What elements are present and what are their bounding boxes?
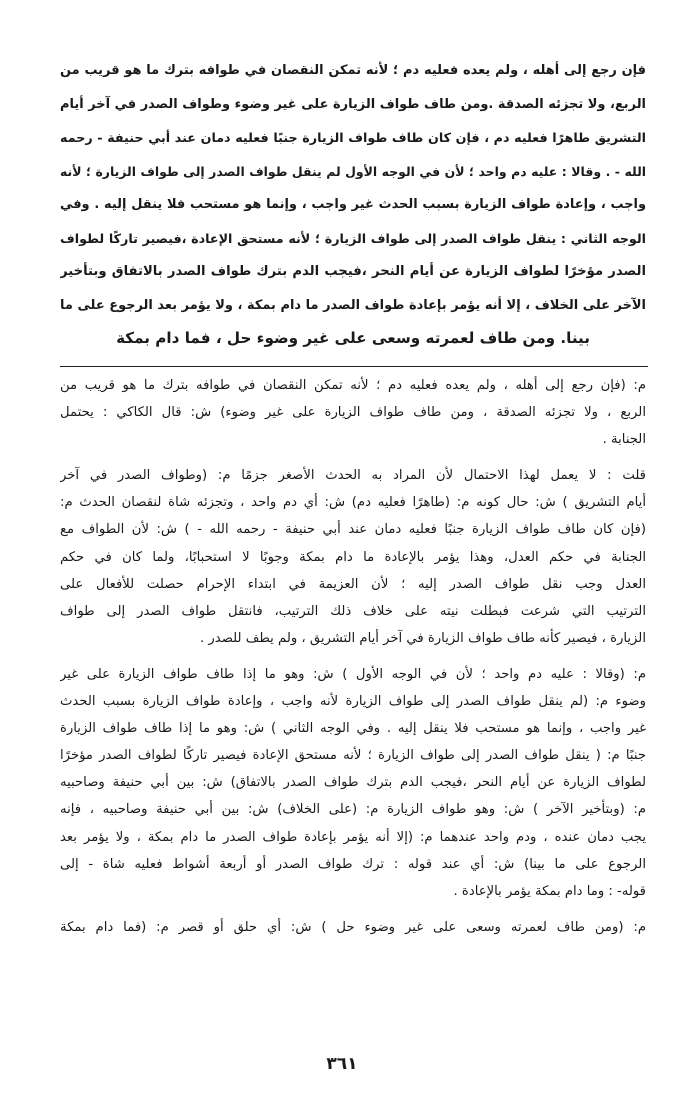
main-text-line: الوجه الثاني : ينقل طواف الصدر إلى طواف الزيارة ؛ لأنه مستحق الإعادة ،فيصير تاركًا لطواف bbox=[60, 230, 646, 246]
commentary-paragraph bbox=[60, 914, 646, 941]
commentary-line: العدل وجب نقل طواف الصدر إليه ؛ لأن العزيمة في ابتداء الإحرام حصلت للأفعال على bbox=[60, 576, 646, 592]
commentary-line: م: (فإن رجع إلى أهله ، ولم يعده فعليه دم ؛ لأنه تمكن النقصان في طوافه بترك ما هو قريب من bbox=[60, 378, 646, 393]
main-text-line: الربع، ولا تجزئه الصدقة .ومن طاف طواف الزيارة على غير وضوء وطواف الصدر في آخر أيام bbox=[60, 96, 646, 112]
commentary-line: الزيارة ، فيصير كأنه طاف طواف الزيارة في آخر أيام التشريق ، ولم يطف للصدر . bbox=[200, 630, 646, 646]
commentary-line: الترتيب التي شرعت فبطلت نيته على خلاف ذلك الترتيب، فانتقل طواف الصدر إلى طواف bbox=[60, 603, 646, 619]
main-text-line: الآخر على الخلاف ، إلا أنه يؤمر بإعادة طواف الصدر ما دام بمكة ، ولا يؤمر بعد الرجوع على ما bbox=[60, 297, 646, 313]
main-text-line: بينا. ومن طاف لعمرته وسعى على غير وضوء حل ، فما دام بمكة bbox=[116, 329, 590, 347]
commentary-paragraph bbox=[60, 372, 646, 453]
main-text-line: التشريق طاهرًا فعليه دم ، فإن كان طاف طواف الزيارة جنبًا فعليه دمان عند أبي حنيفة - رحمه bbox=[60, 130, 646, 145]
commentary-line: لطواف الزيارة عن أيام النحر ،فيجب الدم بترك طواف الصدر بالاتفاق) ش: بين أبي حنيفة وصاحبيه bbox=[60, 775, 646, 791]
commentary-line: الرجوع على ما بينا) ش: أي عند قوله : ترك طواف الصدر أو أربعة أشواط فعليه شاة - إلى bbox=[60, 856, 646, 872]
commentary-line: غير واجب ، وإنما هو مستحب فلا ينقل إليه . وفي الوجه الثاني ) ش: وهو ما إذا طاف طواف الزيارة bbox=[60, 721, 646, 737]
commentary-line: أيام التشريق ) ش: حال كونه م: (طاهرًا فعليه دم) ش: أي دم واحد ، وتجزئه شاة لنقصان الحدث م: bbox=[60, 495, 646, 511]
commentary-line: م: (وقالا : عليه دم واحد ؛ لأن في الوجه الأول ) ش: وهو ما إذا طاف طواف الزيارة على غير bbox=[60, 666, 646, 682]
main-text-line: فإن رجع إلى أهله ، ولم يعده فعليه دم ؛ لأنه تمكن النقصان في طوافه بترك ما هو قريب من bbox=[60, 63, 646, 78]
commentary-line: الجنابة . bbox=[602, 432, 646, 448]
commentary-line: قلت : لا يعمل لهذا الاحتمال لأن المراد به الحدث الأصغر جزمًا م: (وطواف الصدر في آخر bbox=[60, 468, 646, 484]
commentary-line: قوله- : وما دام بمكة يؤمر بالإعادة . bbox=[453, 883, 646, 899]
commentary-line: يجب دمان عنده ، ودم واحد عندهما م: (إلا أنه يؤمر بإعادة طواف الصدر ما دام بمكة ، ولا يؤمر بعد bbox=[60, 829, 646, 845]
commentary-block bbox=[60, 372, 646, 950]
commentary-line: جنبًا م: ( ينقل طواف الصدر إلى طواف الزيارة ؛ لأنه مستحق الإعادة فيصير تاركًا لطواف الصدر مؤخرًا bbox=[60, 748, 646, 764]
commentary-line: (فإن كان طاف طواف الزيارة جنبًا فعليه دمان عند أبي حنيفة - رحمه الله - ) ش: لأن الطواف مع bbox=[60, 522, 646, 538]
commentary-line: الجنابة في حكم العدل، وهذا يؤمر بالإعادة ما دام بمكة وجوبًا لا استحبابًا، ولما كان في حكم bbox=[60, 549, 646, 565]
commentary-line: م: (وبتأخير الآخر ) ش: وهو طواف الزيارة م: (على الخلاف) ش: بين أبي حنيفة وصاحبيه ، فإنه bbox=[60, 802, 646, 818]
commentary-line: الربع ، ولا تجزئه الصدقة ، ومن طاف طواف الزيارة على غير وضوء) ش: قال الكاكي : يحتمل bbox=[60, 405, 646, 421]
main-text-line: الله - . وقالا : عليه دم واحد ؛ لأن في الوجه الأول لم ينقل طواف الصدر إلى طواف الزيارة ؛ لأنه bbox=[60, 163, 646, 179]
main-text-line: الصدر مؤخرًا لطواف الزيارة عن أيام النحر ،فيجب الدم بترك طواف الصدر بالاتفاق وبتأخير bbox=[60, 264, 646, 279]
commentary-line: م: (ومن طاف لعمرته وسعى على غير وضوء حل ) ش: أي حلق أو قصر م: (فما دام بمكة bbox=[60, 919, 646, 935]
section-divider bbox=[60, 366, 648, 367]
page-number: ٣٦١ bbox=[326, 1054, 358, 1074]
main-text-line: واجب ، وإعادة طواف الزيارة بسبب الحدث غير واجب ، وإنما هو مستحب فلا ينقل إليه . وفي bbox=[60, 197, 646, 212]
commentary-line: وضوء م: (لم ينقل طواف الصدر إلى طواف الزيارة لأنه واجب ، وإعادة طواف الزيارة بسبب الحدث bbox=[60, 694, 646, 710]
main-text-block bbox=[60, 54, 646, 356]
commentary-paragraph bbox=[60, 661, 646, 905]
commentary-paragraph bbox=[60, 462, 646, 652]
